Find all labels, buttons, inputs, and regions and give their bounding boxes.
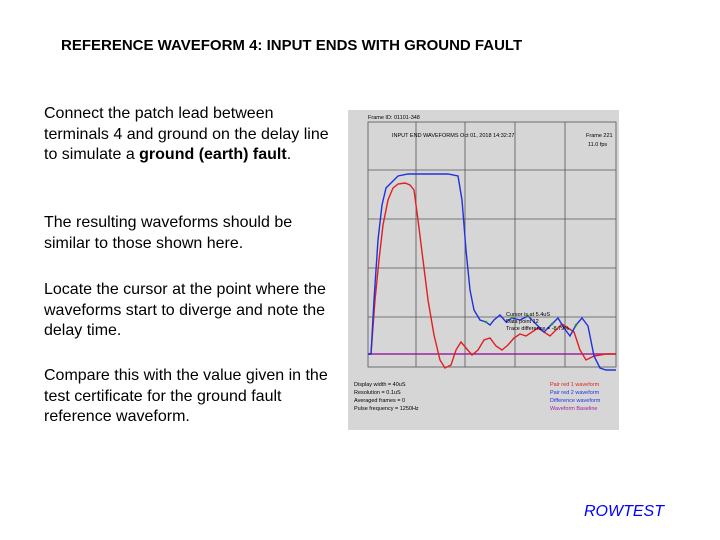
instruction-cursor: Locate the cursor at the point where the waveforms start to diverge and note the delay time. [44, 281, 326, 339]
instruction-compare: Compare this with the value given in the test certificate for the ground fault reference waveform. [44, 367, 328, 425]
legend-blue-pair: Pair red 2 waveform [550, 390, 600, 396]
cursor-position: Cursor is at 5.4uS [506, 312, 551, 318]
waveform-screenshot [348, 110, 619, 430]
legend-baseline: Waveform Baseline [550, 406, 598, 412]
waveform-plot [348, 110, 619, 430]
page-title: REFERENCE WAVEFORM 4: INPUT ENDS WITH GROUND FAULT [61, 37, 523, 54]
legend-difference: Difference waveform [550, 398, 601, 404]
info-display-width: Display width = 40uS [354, 382, 406, 388]
instruction-connect [44, 104, 329, 166]
info-averaged-frames: Averaged frames = 0 [354, 398, 406, 404]
frame-id-label: Frame ID: 01101-348 [368, 115, 420, 121]
frame-number: Frame 221 [586, 133, 613, 139]
cursor-datapoint: Data point 12 [506, 319, 539, 325]
plot-grid [368, 122, 616, 367]
instruction-connect-end: . [286, 146, 292, 163]
instruction-connect-text: Connect the patch lead between terminals 4 and ground on the delay line to simulate a [44, 105, 329, 163]
trace-difference: Trace difference = -8.79% [506, 326, 570, 332]
info-pulse-frequency: Pulse frequency = 1250Hz [354, 406, 419, 412]
frame-rate: 11.0 fps [588, 142, 608, 148]
brand-logo-text: ROWTEST [584, 503, 664, 520]
instruction-result: The resulting waveforms should be similar to those shown here. [44, 214, 293, 252]
info-resolution: Resolution = 0.1uS [354, 390, 401, 396]
legend-red-pair: Pair red 1 waveform [550, 382, 600, 388]
waveform-header: INPUT END WAVEFORMS Oct 01, 2018 14:32:27 [392, 133, 515, 139]
red-waveform [368, 183, 616, 368]
instruction-connect-bold: ground (earth) fault [139, 146, 287, 163]
